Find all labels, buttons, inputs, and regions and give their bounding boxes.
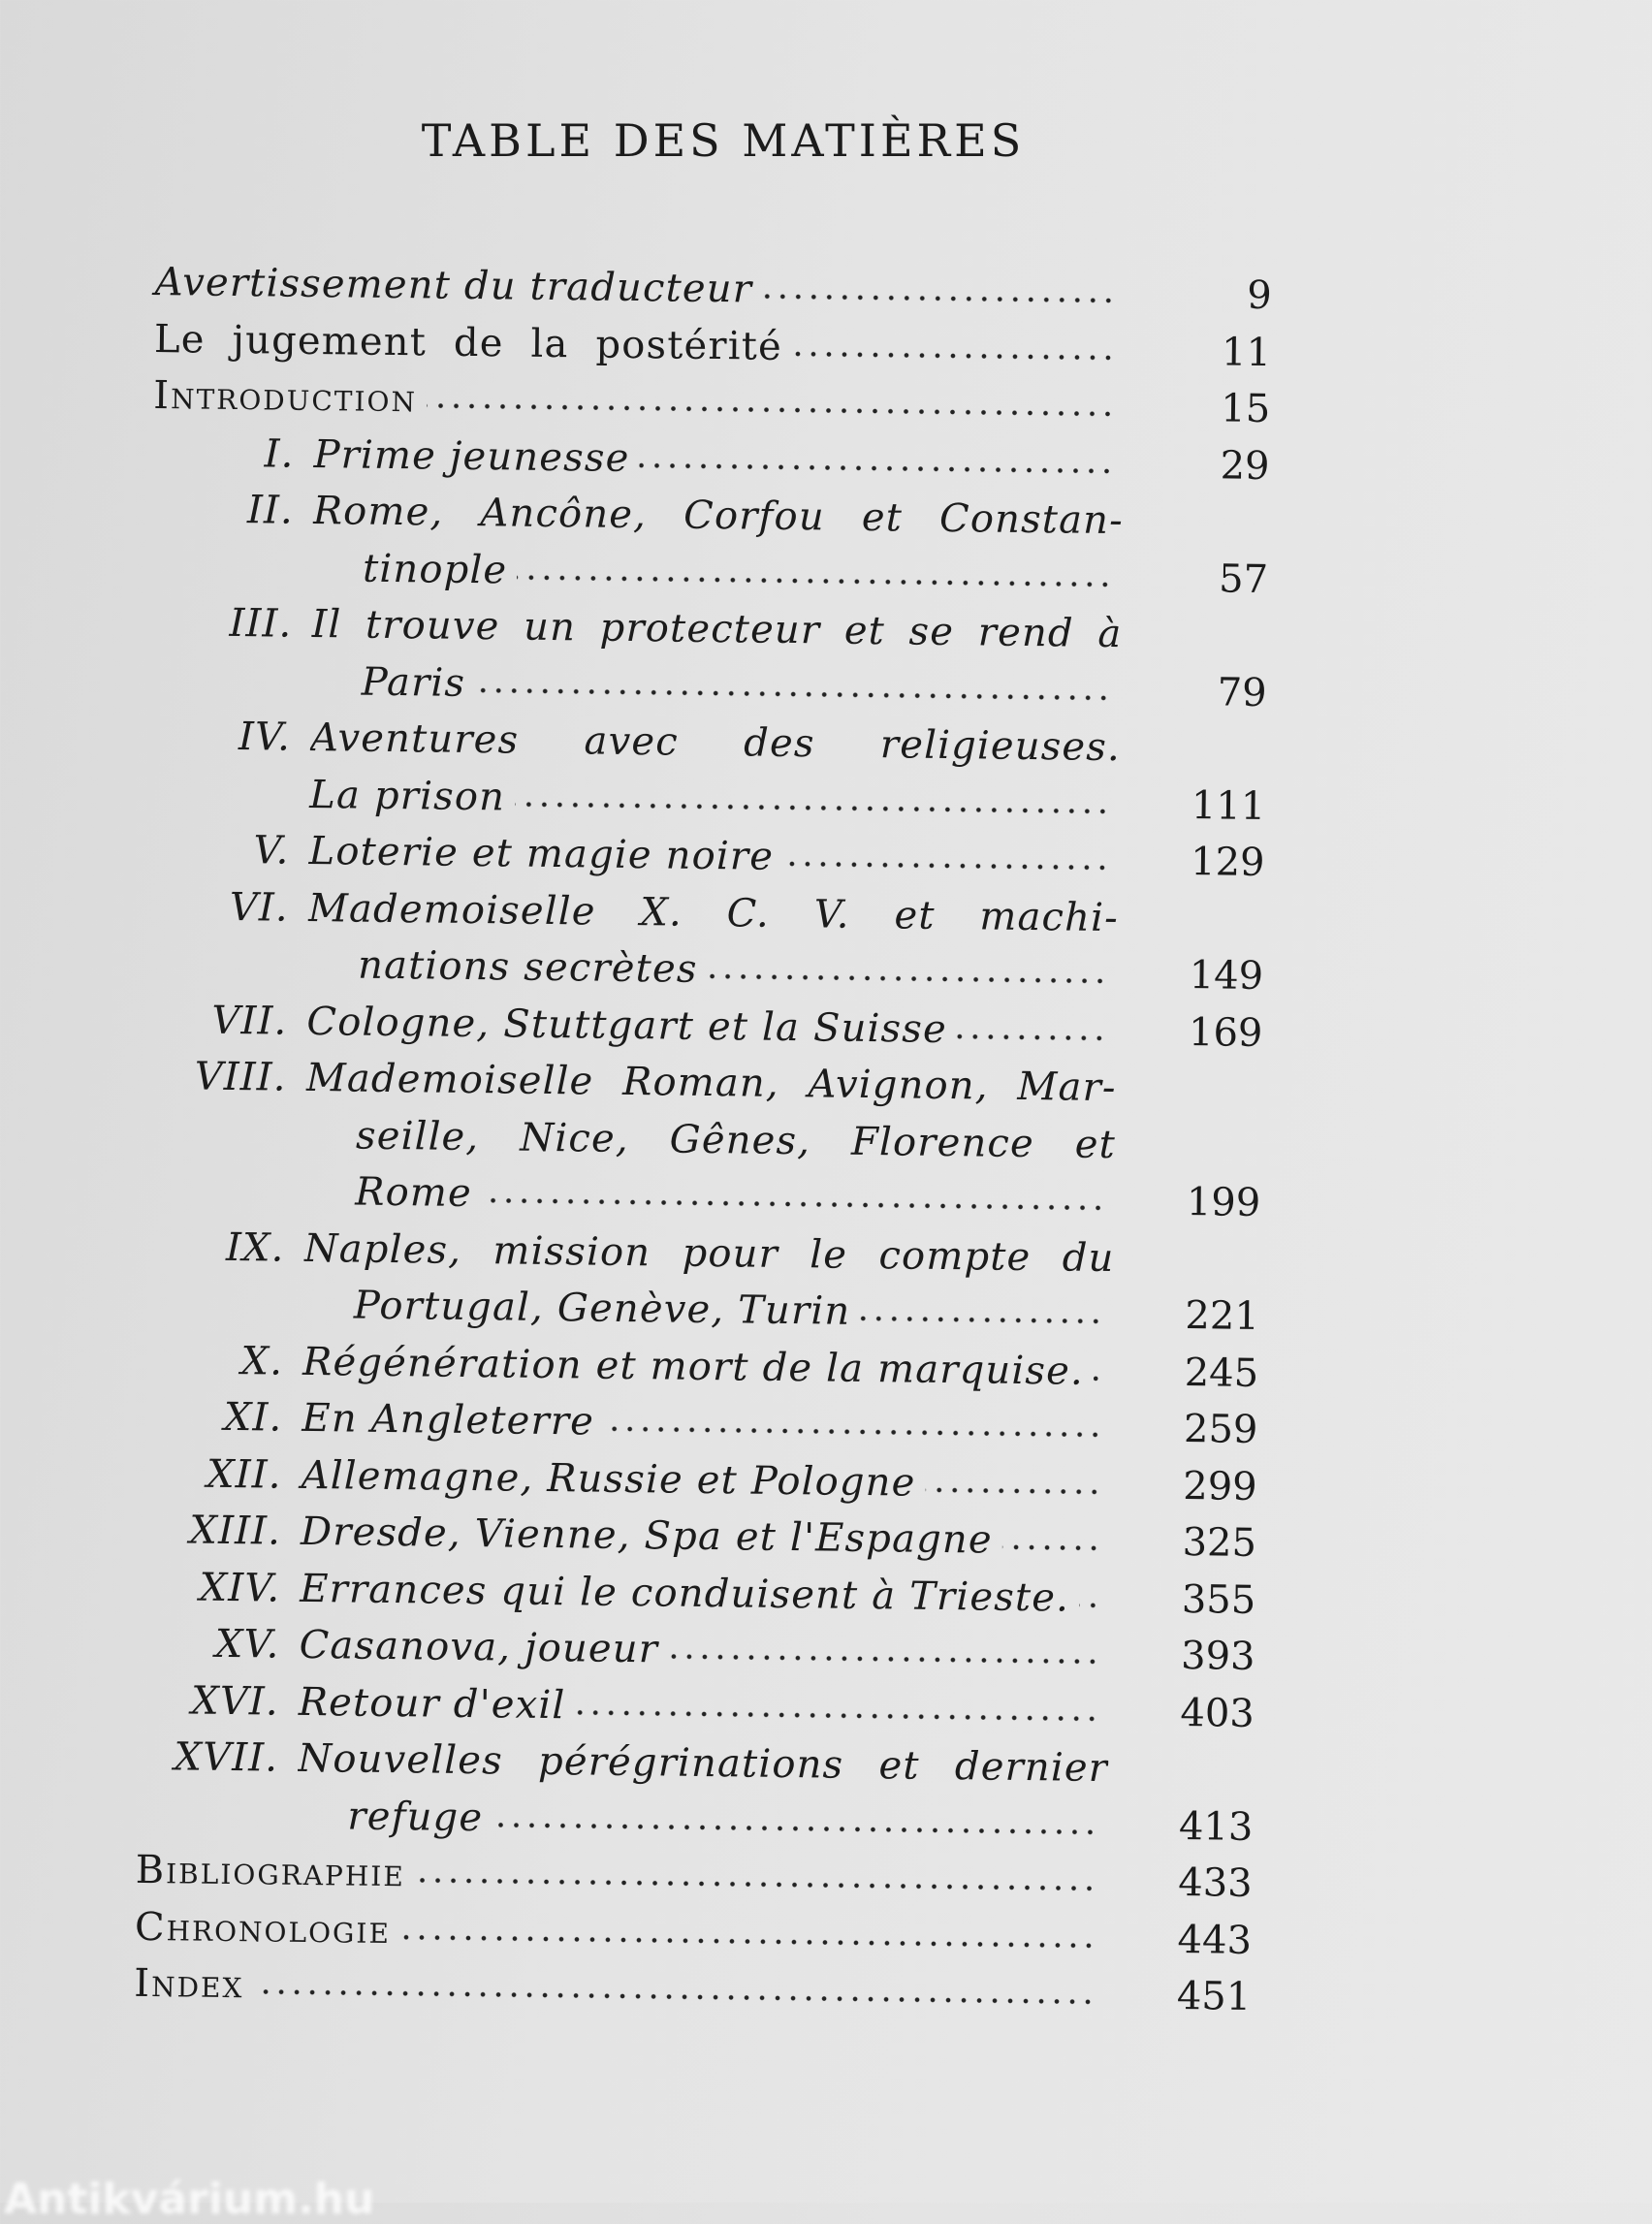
- toc-entry: [148, 714, 1266, 841]
- page-title: TABLE DES MATIÈRES: [421, 114, 1026, 167]
- chapter-number: [151, 578, 312, 580]
- dot-leader: [792, 347, 1116, 363]
- dot-leader: [1002, 1541, 1101, 1554]
- chapter-number: XIV.: [199, 1565, 281, 1611]
- dot-leader: [515, 798, 1110, 817]
- page-number: 433: [1178, 1859, 1253, 1906]
- page-number: 29: [1220, 442, 1270, 489]
- entry-title: Régénération et mort de la marquise.: [302, 1339, 1085, 1394]
- dot-leader: [575, 1706, 1099, 1725]
- chapter-number: IX.: [225, 1224, 285, 1271]
- page-number: 413: [1178, 1803, 1254, 1850]
- page-spacer: [1114, 1271, 1259, 1273]
- chapter-number: [143, 1316, 303, 1318]
- entry-title: Dresde, Vienne, Spa et l'Espagne: [300, 1509, 994, 1563]
- entry-title: Chronologie: [134, 1904, 392, 1953]
- chapter-number: [148, 805, 309, 807]
- chapter-number: V.: [253, 828, 290, 874]
- entry-title: Mademoiselle Roman, Avignon, Mar-: [305, 1055, 1117, 1111]
- page-spacer: [1117, 1100, 1262, 1102]
- entry-title: Portugal, Genève, Turin: [353, 1283, 851, 1334]
- entry-title: En Angleterre: [302, 1395, 595, 1445]
- chapter-number: VII.: [211, 998, 288, 1044]
- dot-leader: [668, 1651, 1100, 1668]
- toc-entry: [143, 1054, 1262, 1238]
- entry-title: tinople: [362, 546, 508, 592]
- chapter-number: [143, 1202, 304, 1204]
- dot-leader: [1079, 1599, 1100, 1610]
- toc-entry: [142, 1223, 1259, 1350]
- toc-entry: [151, 487, 1269, 614]
- page-number: 221: [1185, 1293, 1260, 1339]
- page-number: 259: [1183, 1407, 1258, 1452]
- entry-title: Nouvelles pérégrinations et dernier: [297, 1735, 1109, 1792]
- entry-title: Bibliographie: [135, 1847, 406, 1896]
- dot-leader: [604, 1423, 1102, 1441]
- dot-leader: [492, 1819, 1097, 1838]
- chapter-number: X.: [240, 1338, 284, 1384]
- chapter-number: XIII.: [189, 1508, 282, 1554]
- chapter-number: I.: [264, 430, 295, 477]
- page-number: 299: [1183, 1463, 1257, 1509]
- page-number: 393: [1180, 1633, 1255, 1679]
- toc-entry: [146, 883, 1264, 1010]
- chapter-number: [146, 975, 307, 977]
- entry-title: Introduction: [153, 372, 418, 422]
- chapter-number: XI.: [223, 1394, 283, 1441]
- page-number: 403: [1180, 1690, 1255, 1736]
- entry-title: La prison: [309, 772, 506, 819]
- page-number: 111: [1191, 782, 1266, 829]
- page-number: 169: [1188, 1009, 1263, 1056]
- page-spacer: [1124, 533, 1269, 535]
- dot-leader: [925, 1483, 1101, 1497]
- entry-title: Loterie et magie noire: [308, 828, 775, 879]
- chapter-number: XVI.: [190, 1678, 280, 1725]
- dot-leader: [482, 1194, 1105, 1214]
- page-number: 443: [1177, 1917, 1253, 1963]
- page-number: 129: [1190, 840, 1265, 885]
- chapter-number: VI.: [229, 884, 290, 931]
- page-number: 325: [1182, 1520, 1257, 1566]
- chapter-number: VIII.: [194, 1054, 288, 1100]
- page-number: 79: [1217, 669, 1267, 715]
- entry-title: Errances qui le conduisent à Trieste.: [300, 1566, 1070, 1621]
- page-number: 57: [1218, 556, 1269, 602]
- dot-leader: [415, 1874, 1097, 1894]
- dot-leader: [783, 858, 1110, 874]
- entry-title: Paris: [361, 659, 466, 706]
- entry-title: Le jugement de la postérité: [153, 316, 783, 369]
- entry-title: Mademoiselle X. C. V. et machi-: [307, 885, 1120, 940]
- entry-title: refuge: [347, 1794, 484, 1840]
- page-spacer: [1108, 1781, 1254, 1783]
- page-number: 9: [1246, 272, 1272, 319]
- entry-title: Rome: [355, 1169, 473, 1217]
- chapter-number: [136, 1826, 297, 1827]
- entry-title: seille, Nice, Gênes, Florence et: [355, 1113, 1117, 1167]
- chapter-number: XVII.: [174, 1734, 279, 1781]
- entry-title: Allemagne, Russie et Pologne: [301, 1452, 916, 1506]
- entry-title: Aventures avec des religieuses.: [309, 715, 1122, 771]
- chapter-number: III.: [229, 600, 293, 647]
- entry-title: Rome, Ancône, Corfou et Constan-: [312, 488, 1125, 544]
- dot-leader: [517, 571, 1113, 590]
- page-number: 355: [1181, 1576, 1256, 1623]
- page-number: 149: [1189, 953, 1264, 999]
- table-of-contents: [134, 260, 1272, 2031]
- dot-leader: [1094, 1372, 1103, 1383]
- dot-leader: [475, 684, 1112, 704]
- entry-title: Il trouve un protecteur et se rend à: [311, 601, 1123, 657]
- toc-entry: [149, 600, 1267, 727]
- dot-leader: [400, 1931, 1096, 1952]
- page-spacer: [1121, 760, 1266, 762]
- entry-title: Avertissement du traducteur: [154, 259, 753, 312]
- dot-leader: [253, 1986, 1096, 2008]
- dot-leader: [639, 460, 1114, 477]
- dot-leader: [957, 1031, 1108, 1044]
- page-number: 245: [1184, 1350, 1259, 1396]
- entry-title: Casanova, joueur: [299, 1622, 659, 1672]
- chapter-number: IV.: [238, 715, 292, 760]
- entry-title: Prime jeunesse: [313, 431, 630, 481]
- dot-leader: [427, 399, 1115, 420]
- page-number: 199: [1186, 1180, 1261, 1225]
- page-spacer: [1122, 647, 1267, 649]
- chapter-number: [144, 1145, 305, 1147]
- page-number: 11: [1221, 329, 1272, 375]
- chapter-number: II.: [246, 488, 295, 533]
- page-spacer: [1116, 1158, 1261, 1160]
- dot-leader: [860, 1313, 1104, 1327]
- entry-title: Index: [134, 1960, 244, 2008]
- entry-title: Naples, mission pour le compte du: [303, 1225, 1115, 1281]
- watermark: Antikvárium.hu: [4, 2175, 375, 2224]
- entry-title: Retour d'exil: [298, 1679, 566, 1728]
- chapter-number: XII.: [206, 1451, 283, 1498]
- entry-title: Cologne, Stuttgart et la Suisse: [306, 999, 948, 1052]
- dot-leader: [762, 291, 1117, 306]
- page-number: 15: [1221, 386, 1271, 432]
- entry-title: nations secrètes: [357, 942, 698, 992]
- chapter-number: XV.: [214, 1621, 280, 1668]
- dot-leader: [707, 970, 1108, 987]
- chapter-number: [150, 691, 311, 693]
- page-number: 451: [1176, 1973, 1252, 2019]
- toc-entry: [136, 1734, 1254, 1861]
- page-spacer: [1119, 931, 1264, 933]
